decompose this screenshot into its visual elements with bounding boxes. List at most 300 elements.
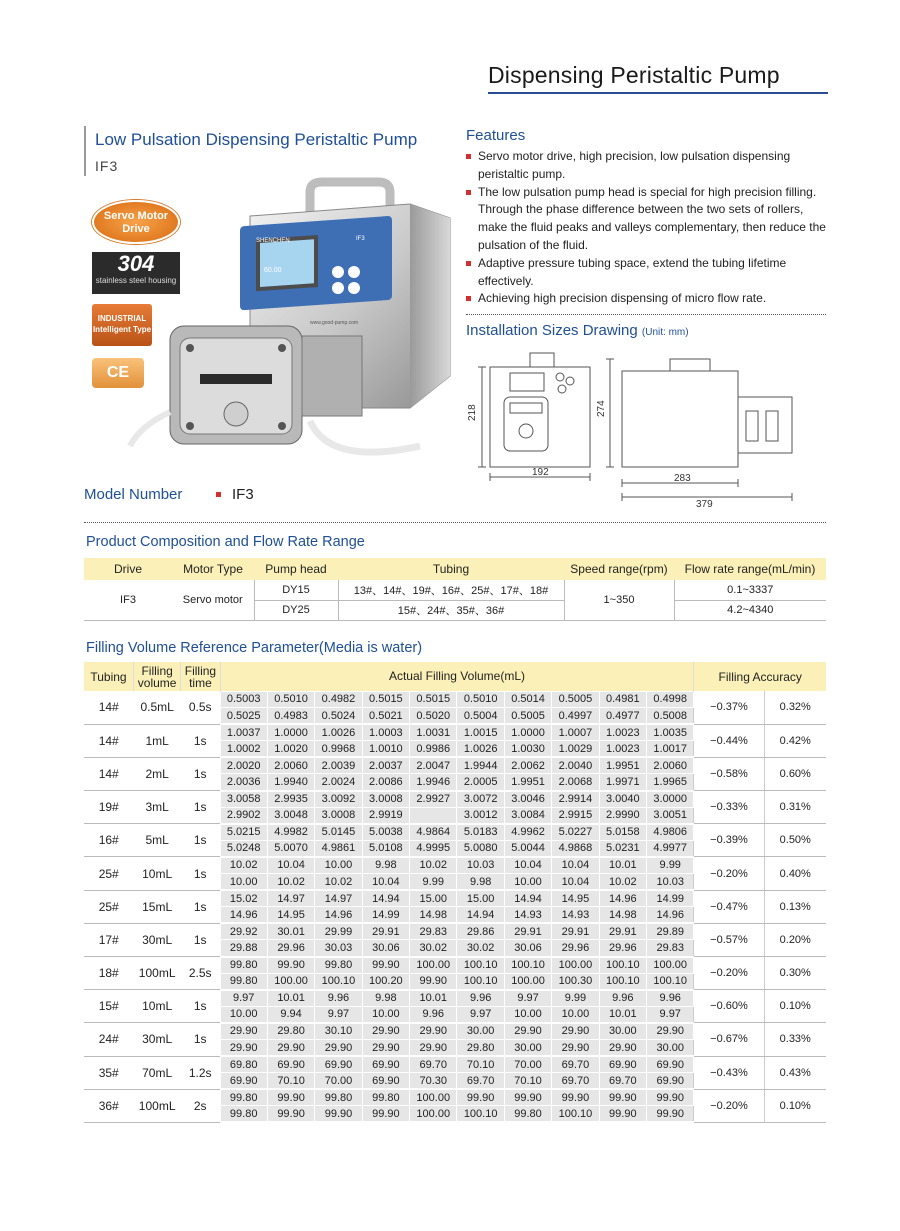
installation-title xyxy=(466,322,689,339)
drive-cell: IF3 xyxy=(84,580,172,620)
volume-value-cell: 99.80 xyxy=(220,1089,267,1106)
time-cell: 1s xyxy=(181,1023,220,1056)
volume-value-cell: 29.91 xyxy=(599,923,646,940)
volume-value-cell: 1.0007 xyxy=(552,724,599,741)
servo-badge: Servo Motor Drive xyxy=(92,200,180,244)
volume-value-cell: 9.96 xyxy=(647,990,694,1007)
volume-value-cell: 99.90 xyxy=(267,1106,314,1123)
volume-value-cell: 30.02 xyxy=(457,940,504,957)
volume-value-cell: 0.5015 xyxy=(362,691,409,708)
volume-value-cell: 1.0023 xyxy=(599,741,646,758)
volume-value-cell: 14.97 xyxy=(267,890,314,907)
volume-value-cell: 29.90 xyxy=(220,1023,267,1040)
table-row xyxy=(84,1056,826,1073)
tubing-cell: 14# xyxy=(84,691,133,724)
volume-value-cell: 14.95 xyxy=(267,907,314,924)
volume-value-cell: 29.90 xyxy=(599,1039,646,1056)
volume-value-cell: 2.0068 xyxy=(552,774,599,791)
volume-value-cell: 1.0010 xyxy=(362,741,409,758)
features-list xyxy=(466,148,831,308)
volume-value-cell: 4.9995 xyxy=(410,840,457,857)
steel-text: stainless steel housing xyxy=(95,276,177,285)
volume-value-cell: 1.9940 xyxy=(267,774,314,791)
volume-value-cell: 5.0227 xyxy=(552,824,599,841)
accuracy-header: Filling Accuracy xyxy=(694,662,826,691)
volume-cell: 5mL xyxy=(133,824,180,857)
volume-value-cell: 100.10 xyxy=(552,1106,599,1123)
volume-value-cell: 10.02 xyxy=(410,857,457,874)
volume-value-cell: 5.0038 xyxy=(362,824,409,841)
volume-value-cell: 29.91 xyxy=(362,923,409,940)
volume-value-cell: 5.0215 xyxy=(220,824,267,841)
volume-value-cell: 10.02 xyxy=(315,874,362,891)
volume-value-cell: 30.10 xyxy=(315,1023,362,1040)
tubing-cell: 25# xyxy=(84,890,133,923)
volume-cell: 2mL xyxy=(133,757,180,790)
volume-value-cell: 10.00 xyxy=(315,857,362,874)
volume-value-cell: 99.90 xyxy=(267,957,314,974)
industrial-title: INDUSTRIAL xyxy=(97,314,147,323)
volume-value-cell: 100.20 xyxy=(362,973,409,990)
volume-value-cell: 10.04 xyxy=(552,874,599,891)
volume-value-cell: 10.03 xyxy=(647,874,694,891)
table-row xyxy=(84,824,826,841)
tubing-cell: 13#、14#、19#、16#、25#、17#、18# xyxy=(338,580,564,600)
volume-value-cell: 5.0108 xyxy=(362,840,409,857)
volume-value-cell: 9.96 xyxy=(410,1006,457,1023)
volume-value-cell: 1.0020 xyxy=(267,741,314,758)
volume-value-cell: 99.80 xyxy=(315,1089,362,1106)
volume-value-cell: 9.97 xyxy=(315,1006,362,1023)
volume-value-cell: 14.99 xyxy=(647,890,694,907)
volume-value-cell: 99.90 xyxy=(599,1089,646,1106)
volume-value-cell: 69.90 xyxy=(267,1056,314,1073)
volume-value-cell: 5.0080 xyxy=(457,840,504,857)
volume-value-cell: 5.0158 xyxy=(599,824,646,841)
accuracy-low-cell: −0.47% xyxy=(694,890,764,923)
volume-value-cell: 10.04 xyxy=(362,874,409,891)
composition-title: Product Composition and Flow Rate Range xyxy=(86,534,365,550)
volume-value-cell: 9.96 xyxy=(315,990,362,1007)
volume-cell: 3mL xyxy=(133,791,180,824)
volume-value-cell: 2.0060 xyxy=(647,757,694,774)
volume-value-cell: 99.80 xyxy=(504,1106,551,1123)
volume-value-cell: 4.9864 xyxy=(410,824,457,841)
table-row xyxy=(84,990,826,1007)
volume-value-cell: 14.96 xyxy=(647,907,694,924)
installation-unit: (Unit: mm) xyxy=(641,327,689,338)
volume-value-cell: 29.90 xyxy=(362,1039,409,1056)
volume-value-cell: 100.00 xyxy=(410,957,457,974)
volume-value-cell: 100.10 xyxy=(504,957,551,974)
time-cell: 2.5s xyxy=(181,957,220,990)
column-header: Speed range(rpm) xyxy=(564,558,674,580)
table-row xyxy=(84,957,826,974)
volume-value-cell: 29.90 xyxy=(410,1023,457,1040)
features-title: Features xyxy=(466,127,526,144)
time-cell: 1s xyxy=(181,757,220,790)
accuracy-high-cell: 0.60% xyxy=(764,757,826,790)
table-row xyxy=(84,890,826,907)
volume-value-cell: 0.4997 xyxy=(552,708,599,725)
volume-value-cell: 9.97 xyxy=(504,990,551,1007)
actual-volume-header: Actual Filling Volume(mL) xyxy=(220,662,694,691)
accuracy-low-cell: −0.57% xyxy=(694,923,764,956)
volume-cell: 1mL xyxy=(133,724,180,757)
volume-value-cell: 1.9951 xyxy=(504,774,551,791)
installation-title-text: Installation Sizes Drawing xyxy=(466,322,638,339)
volume-value-cell: 1.9944 xyxy=(457,757,504,774)
volume-value-cell: 5.0044 xyxy=(504,840,551,857)
volume-value-cell: 2.0020 xyxy=(220,757,267,774)
volume-value-cell: 2.0039 xyxy=(315,757,362,774)
volume-value-cell: 1.9971 xyxy=(599,774,646,791)
volume-value-cell: 1.9946 xyxy=(410,774,457,791)
volume-value-cell: 29.91 xyxy=(504,923,551,940)
tubing-cell: 18# xyxy=(84,957,133,990)
volume-value-cell: 3.0084 xyxy=(504,807,551,824)
accuracy-high-cell: 0.31% xyxy=(764,791,826,824)
volume-value-cell: 70.10 xyxy=(504,1073,551,1090)
tubing-header: Tubing xyxy=(84,662,133,691)
volume-value-cell: 30.06 xyxy=(362,940,409,957)
accuracy-low-cell: −0.58% xyxy=(694,757,764,790)
volume-value-cell: 0.4977 xyxy=(599,708,646,725)
accuracy-low-cell: −0.20% xyxy=(694,1089,764,1122)
volume-value-cell: 99.80 xyxy=(362,1089,409,1106)
volume-value-cell: 10.02 xyxy=(220,857,267,874)
column-header: Tubing xyxy=(338,558,564,580)
volume-value-cell: 29.90 xyxy=(267,1039,314,1056)
volume-value-cell: 0.5008 xyxy=(647,708,694,725)
motor-type-cell: Servo motor xyxy=(172,580,254,620)
table-header-row xyxy=(84,662,826,691)
time-cell: 1s xyxy=(181,724,220,757)
volume-value-cell: 2.9927 xyxy=(410,791,457,808)
volume-cell: 100mL xyxy=(133,1089,180,1122)
volume-value-cell: 29.91 xyxy=(552,923,599,940)
volume-value-cell: 69.70 xyxy=(599,1073,646,1090)
volume-value-cell: 100.00 xyxy=(647,957,694,974)
pump-head-cell: DY15 xyxy=(254,580,338,600)
volume-value-cell: 100.10 xyxy=(599,973,646,990)
pump-brand: SHENCHEN xyxy=(256,238,290,244)
product-title-rule xyxy=(84,126,86,176)
volume-value-cell: 2.0036 xyxy=(220,774,267,791)
volume-cell: 100mL xyxy=(133,957,180,990)
volume-value-cell: 0.4983 xyxy=(267,708,314,725)
pump-screen-value: 60.00 xyxy=(264,267,282,274)
volume-value-cell: 99.90 xyxy=(362,957,409,974)
volume-value-cell: 99.90 xyxy=(267,1089,314,1106)
volume-value-cell: 15.00 xyxy=(410,890,457,907)
volume-value-cell: 2.0037 xyxy=(362,757,409,774)
dotted-divider xyxy=(84,522,826,523)
volume-value-cell: 99.80 xyxy=(220,957,267,974)
volume-value-cell: 0.5021 xyxy=(362,708,409,725)
volume-value-cell: 4.9868 xyxy=(552,840,599,857)
accuracy-low-cell: −0.67% xyxy=(694,1023,764,1056)
volume-value-cell: 5.0070 xyxy=(267,840,314,857)
pump-head-cell: DY25 xyxy=(254,600,338,620)
tubing-cell: 17# xyxy=(84,923,133,956)
volume-value-cell: 10.00 xyxy=(504,874,551,891)
dim-depth-body: 283 xyxy=(674,473,691,484)
page-title: Dispensing Peristaltic Pump xyxy=(488,62,780,88)
table-row xyxy=(84,923,826,940)
tubing-cell: 35# xyxy=(84,1056,133,1089)
volume-value-cell: 2.0024 xyxy=(315,774,362,791)
volume-value-cell: 29.80 xyxy=(267,1023,314,1040)
volume-value-cell: 10.02 xyxy=(267,874,314,891)
table-row xyxy=(84,791,826,808)
volume-value-cell: 0.9986 xyxy=(410,741,457,758)
volume-value-cell: 69.90 xyxy=(362,1056,409,1073)
accuracy-high-cell: 0.10% xyxy=(764,990,826,1023)
volume-cell: 10mL xyxy=(133,990,180,1023)
title-underline xyxy=(488,92,828,94)
volume-value-cell: 2.0086 xyxy=(362,774,409,791)
feature-item: Servo motor drive, high precision, low pulsation dispensing peristaltic pump. xyxy=(466,148,831,184)
volume-value-cell: 2.9935 xyxy=(267,791,314,808)
accuracy-low-cell: −0.33% xyxy=(694,791,764,824)
volume-value-cell: 29.99 xyxy=(315,923,362,940)
volume-value-cell: 9.98 xyxy=(362,857,409,874)
dim-height-side: 274 xyxy=(596,400,607,417)
volume-value-cell: 9.98 xyxy=(362,990,409,1007)
volume-value-cell: 100.00 xyxy=(410,1106,457,1123)
accuracy-high-cell: 0.42% xyxy=(764,724,826,757)
volume-value-cell: 10.00 xyxy=(220,1006,267,1023)
volume-value-cell: 99.80 xyxy=(315,957,362,974)
pump-url: www.good-pump.com xyxy=(310,320,359,326)
accuracy-high-cell: 0.20% xyxy=(764,923,826,956)
volume-value-cell: 1.0030 xyxy=(504,741,551,758)
volume-value-cell: 99.90 xyxy=(647,1089,694,1106)
volume-value-cell: 10.01 xyxy=(599,1006,646,1023)
volume-cell: 30mL xyxy=(133,923,180,956)
volume-value-cell: 9.99 xyxy=(647,857,694,874)
volume-value-cell: 1.0035 xyxy=(647,724,694,741)
volume-value-cell: 0.4981 xyxy=(599,691,646,708)
volume-value-cell: 10.04 xyxy=(552,857,599,874)
volume-value-cell: 29.88 xyxy=(220,940,267,957)
volume-value-cell: 3.0008 xyxy=(315,807,362,824)
feature-item: Achieving high precision dispensing of micro flow rate. xyxy=(466,290,831,308)
volume-value-cell: 100.00 xyxy=(267,973,314,990)
volume-value-cell: 2.0005 xyxy=(457,774,504,791)
volume-value-cell: 30.00 xyxy=(504,1039,551,1056)
volume-value-cell: 100.00 xyxy=(504,973,551,990)
volume-value-cell: 69.90 xyxy=(599,1056,646,1073)
time-cell: 0.5s xyxy=(181,691,220,724)
speed-range-cell: 1~350 xyxy=(564,580,674,620)
volume-value-cell: 99.90 xyxy=(647,1106,694,1123)
time-cell: 2s xyxy=(181,1089,220,1122)
volume-value-cell: 10.00 xyxy=(220,874,267,891)
volume-value-cell: 0.5014 xyxy=(504,691,551,708)
volume-value-cell: 3.0046 xyxy=(504,791,551,808)
volume-value-cell: 29.90 xyxy=(552,1039,599,1056)
composition-table xyxy=(84,558,826,621)
feature-item: Adaptive pressure tubing space, extend the tubing lifetime effectively. xyxy=(466,255,831,291)
volume-value-cell: 99.90 xyxy=(457,1089,504,1106)
volume-value-cell: 2.9919 xyxy=(362,807,409,824)
volume-value-cell: 2.9902 xyxy=(220,807,267,824)
volume-value-cell: 30.00 xyxy=(599,1023,646,1040)
accuracy-low-cell: −0.20% xyxy=(694,857,764,890)
volume-value-cell: 0.5005 xyxy=(504,708,551,725)
volume-value-cell: 100.10 xyxy=(647,973,694,990)
product-title: Low Pulsation Dispensing Peristaltic Pump xyxy=(95,130,418,149)
volume-value-cell: 29.86 xyxy=(457,923,504,940)
volume-value-cell: 1.0000 xyxy=(267,724,314,741)
volume-value-cell: 29.90 xyxy=(410,1039,457,1056)
volume-value-cell: 1.0031 xyxy=(410,724,457,741)
table-row xyxy=(84,757,826,774)
volume-value-cell: 3.0051 xyxy=(647,807,694,824)
volume-value-cell: 5.0145 xyxy=(315,824,362,841)
accuracy-high-cell: 0.33% xyxy=(764,1023,826,1056)
volume-value-cell: 70.00 xyxy=(315,1073,362,1090)
volume-value-cell: 30.03 xyxy=(315,940,362,957)
volume-value-cell: 100.10 xyxy=(599,957,646,974)
table-row xyxy=(84,580,826,600)
volume-value-cell: 9.99 xyxy=(552,990,599,1007)
volume-value-cell: 29.90 xyxy=(552,1023,599,1040)
tubing-cell: 25# xyxy=(84,857,133,890)
volume-value-cell: 2.9915 xyxy=(552,807,599,824)
tubing-cell: 19# xyxy=(84,791,133,824)
volume-value-cell: 9.97 xyxy=(220,990,267,1007)
volume-value-cell: 69.90 xyxy=(220,1073,267,1090)
volume-value-cell: 0.5010 xyxy=(457,691,504,708)
pump-product-image xyxy=(160,176,460,476)
volume-value-cell: 14.96 xyxy=(220,907,267,924)
volume-value-cell: 9.94 xyxy=(267,1006,314,1023)
model-number-value: IF3 xyxy=(232,486,254,503)
volume-value-cell: 99.90 xyxy=(362,1106,409,1123)
volume-value-cell: 3.0072 xyxy=(457,791,504,808)
time-cell: 1s xyxy=(181,890,220,923)
filling-volume-table xyxy=(84,662,826,1123)
industrial-sub: Intelligent Type xyxy=(92,325,152,334)
volume-value-cell: 14.94 xyxy=(457,907,504,924)
tubing-cell: 14# xyxy=(84,757,133,790)
volume-value-cell: 70.00 xyxy=(504,1056,551,1073)
accuracy-high-cell: 0.13% xyxy=(764,890,826,923)
volume-value-cell: 9.97 xyxy=(647,1006,694,1023)
volume-value-cell: 9.99 xyxy=(410,874,457,891)
volume-value-cell: 1.0003 xyxy=(362,724,409,741)
volume-value-cell: 69.70 xyxy=(552,1056,599,1073)
volume-value-cell: 99.90 xyxy=(504,1089,551,1106)
volume-value-cell: 29.83 xyxy=(410,923,457,940)
volume-value-cell: 99.90 xyxy=(410,973,457,990)
pump-model-tag: IF3 xyxy=(356,236,365,242)
time-header: Filling time xyxy=(181,662,220,691)
volume-value-cell: 30.02 xyxy=(410,940,457,957)
installation-drawing xyxy=(467,345,830,510)
column-header: Drive xyxy=(84,558,172,580)
tubing-cell: 15# xyxy=(84,990,133,1023)
table-row xyxy=(84,691,826,708)
time-cell: 1s xyxy=(181,990,220,1023)
volume-value-cell: 0.5003 xyxy=(220,691,267,708)
volume-value-cell: 3.0092 xyxy=(315,791,362,808)
volume-value-cell: 70.10 xyxy=(457,1056,504,1073)
volume-value-cell: 29.90 xyxy=(362,1023,409,1040)
accuracy-low-cell: −0.39% xyxy=(694,824,764,857)
volume-value-cell: 0.4998 xyxy=(647,691,694,708)
volume-value-cell: 69.90 xyxy=(362,1073,409,1090)
volume-value-cell: 29.89 xyxy=(647,923,694,940)
volume-value-cell: 3.0058 xyxy=(220,791,267,808)
volume-value-cell: 10.04 xyxy=(267,857,314,874)
volume-cell: 15mL xyxy=(133,890,180,923)
accuracy-high-cell: 0.32% xyxy=(764,691,826,724)
volume-value-cell: 1.0029 xyxy=(552,741,599,758)
volume-value-cell: 14.99 xyxy=(362,907,409,924)
volume-value-cell: 100.30 xyxy=(552,973,599,990)
volume-value-cell: 3.0012 xyxy=(457,807,504,824)
volume-value-cell: 9.98 xyxy=(457,874,504,891)
volume-value-cell: 14.95 xyxy=(552,890,599,907)
volume-value-cell: 9.96 xyxy=(457,990,504,1007)
volume-value-cell: 30.01 xyxy=(267,923,314,940)
volume-value-cell: 10.01 xyxy=(267,990,314,1007)
volume-value-cell: 0.5024 xyxy=(315,708,362,725)
volume-value-cell: 2.9990 xyxy=(599,807,646,824)
volume-value-cell: 4.9806 xyxy=(647,824,694,841)
table-row xyxy=(84,1023,826,1040)
tubing-cell: 15#、24#、35#、36# xyxy=(338,600,564,620)
volume-value-cell: 3.0040 xyxy=(599,791,646,808)
volume-value-cell: 2.9914 xyxy=(552,791,599,808)
volume-value-cell: 14.93 xyxy=(504,907,551,924)
volume-value-cell: 2.0060 xyxy=(267,757,314,774)
volume-value-cell: 14.96 xyxy=(599,890,646,907)
volume-value-cell: 10.01 xyxy=(599,857,646,874)
volume-value-cell: 0.5020 xyxy=(410,708,457,725)
accuracy-low-cell: −0.44% xyxy=(694,724,764,757)
volume-value-cell: 2.0062 xyxy=(504,757,551,774)
volume-value-cell: 30.00 xyxy=(647,1039,694,1056)
column-header: Pump head xyxy=(254,558,338,580)
volume-value-cell: 1.0037 xyxy=(220,724,267,741)
volume-header: Filling volume xyxy=(133,662,180,691)
feature-item: The low pulsation pump head is special for high precision filling. Through the phase difference between the two sets of rollers, make the fluid peaks and valleys complementary, then reduce the pulsation of the fluid. xyxy=(466,184,831,255)
volume-value-cell: 69.90 xyxy=(315,1056,362,1073)
volume-value-cell: 9.96 xyxy=(599,990,646,1007)
volume-value-cell: 0.5010 xyxy=(267,691,314,708)
volume-value-cell: 29.83 xyxy=(647,940,694,957)
time-cell: 1s xyxy=(181,857,220,890)
volume-value-cell: 15.02 xyxy=(220,890,267,907)
table-header-row xyxy=(84,558,826,580)
volume-value-cell: 10.04 xyxy=(504,857,551,874)
volume-value-cell: 100.10 xyxy=(457,973,504,990)
volume-value-cell: 3.0008 xyxy=(362,791,409,808)
volume-cell: 0.5mL xyxy=(133,691,180,724)
dotted-divider xyxy=(466,314,826,315)
accuracy-high-cell: 0.43% xyxy=(764,1056,826,1089)
volume-value-cell: 29.90 xyxy=(315,1039,362,1056)
volume-value-cell: 100.00 xyxy=(552,957,599,974)
accuracy-high-cell: 0.50% xyxy=(764,824,826,857)
volume-value-cell: 69.90 xyxy=(647,1073,694,1090)
volume-value-cell: 1.0023 xyxy=(599,724,646,741)
